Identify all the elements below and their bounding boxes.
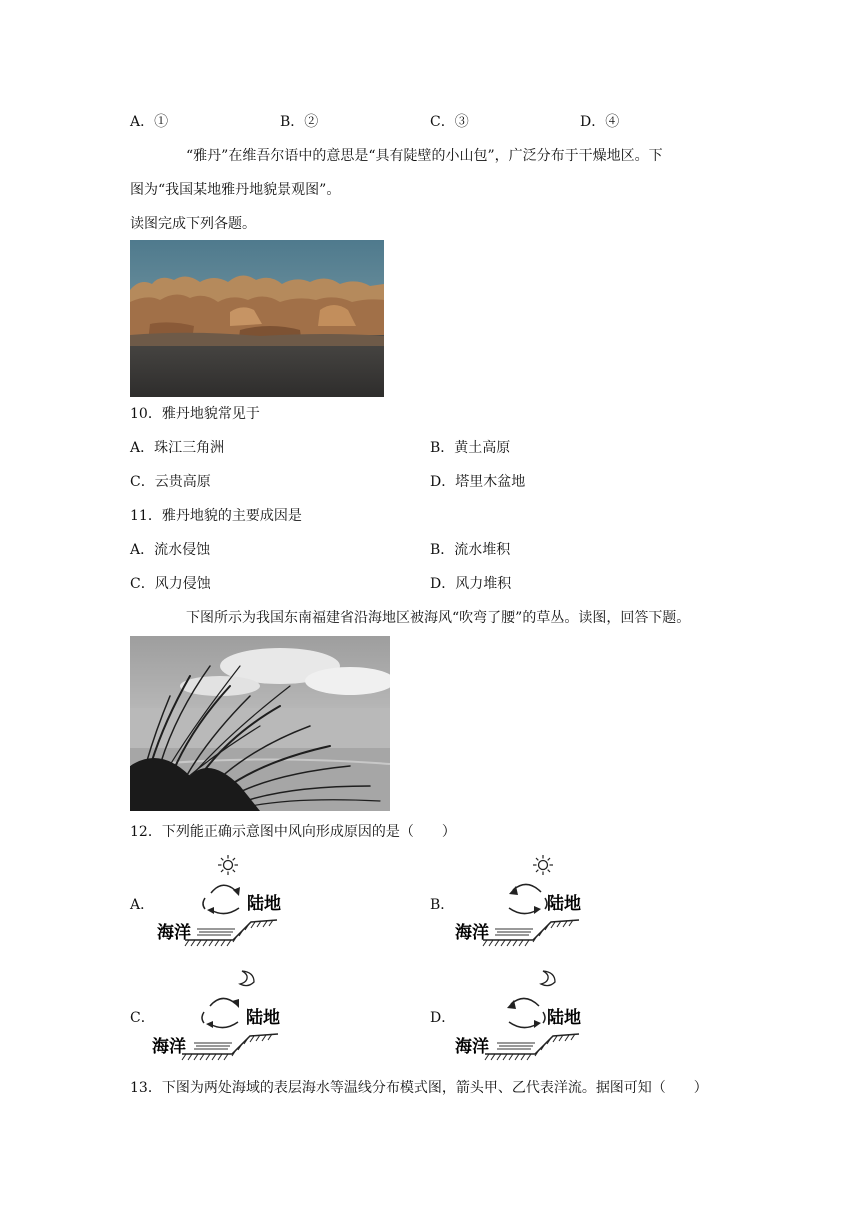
q12-diagram-a[interactable]: [155, 852, 285, 954]
q12-option-b-label[interactable]: B．: [430, 897, 455, 913]
sea-label: 海洋: [152, 1037, 186, 1057]
q11-option-b[interactable]: B．流水堆积: [430, 542, 511, 558]
sun-icon: [218, 855, 238, 875]
q10-option-a[interactable]: A．珠江三角洲: [130, 440, 225, 456]
sea-label: 海洋: [455, 1037, 489, 1057]
question-12-stem: 12．下列能正确示意图中风向形成原因的是（ ）: [130, 824, 456, 840]
q11-option-a[interactable]: A．流水侵蚀: [130, 542, 211, 558]
question-11-stem: 11．雅丹地貌的主要成因是: [130, 508, 302, 524]
question-13-stem: 13．下图为两处海域的表层海水等温线分布模式图，箭头甲、乙代表洋流。据图可知（ ）: [130, 1080, 708, 1096]
option-a[interactable]: A．①: [130, 114, 169, 130]
q12-option-c-label[interactable]: C．: [130, 1010, 155, 1026]
q12-option-d-label[interactable]: D．: [430, 1010, 456, 1026]
intro-paragraph-line1: “雅丹”在维吾尔语中的意思是“具有陡壁的小山包”，广泛分布于干燥地区。下: [186, 148, 663, 164]
land-label: 陆地: [547, 894, 581, 914]
sea-label: 海洋: [455, 923, 489, 943]
q11-option-c[interactable]: C．风力侵蚀: [130, 576, 211, 592]
instruction-text: 读图完成下列各题。: [130, 216, 256, 232]
land-label: 陆地: [247, 894, 281, 914]
q12-option-a-label[interactable]: A．: [130, 897, 155, 913]
option-d[interactable]: D．④: [580, 114, 620, 130]
option-c[interactable]: C．③: [430, 114, 469, 130]
sea-label: 海洋: [157, 923, 191, 943]
question-10-stem: 10．雅丹地貌常见于: [130, 406, 260, 422]
sun-icon: [533, 855, 553, 875]
grass-photo: [130, 636, 390, 811]
q12-diagram-c[interactable]: [150, 966, 285, 1068]
intro-paragraph-line2: 图为“我国某地雅丹地貌景观图”。: [130, 182, 341, 198]
q11-option-d[interactable]: D．风力堆积: [430, 576, 512, 592]
moon-icon: [240, 971, 254, 986]
q12-diagram-d[interactable]: [453, 966, 588, 1068]
q10-option-d[interactable]: D．塔里木盆地: [430, 474, 526, 490]
intro-paragraph-2: 下图所示为我国东南福建省沿海地区被海风“吹弯了腰”的草丛。读图，回答下题。: [186, 610, 691, 626]
yardang-landscape-photo: [130, 240, 384, 397]
moon-icon: [541, 971, 555, 986]
q12-diagram-b[interactable]: [453, 852, 588, 954]
land-label: 陆地: [547, 1008, 581, 1028]
q10-option-b[interactable]: B．黄土高原: [430, 440, 511, 456]
option-b[interactable]: B．②: [280, 114, 319, 130]
land-label: 陆地: [246, 1008, 280, 1028]
q10-option-c[interactable]: C．云贵高原: [130, 474, 211, 490]
